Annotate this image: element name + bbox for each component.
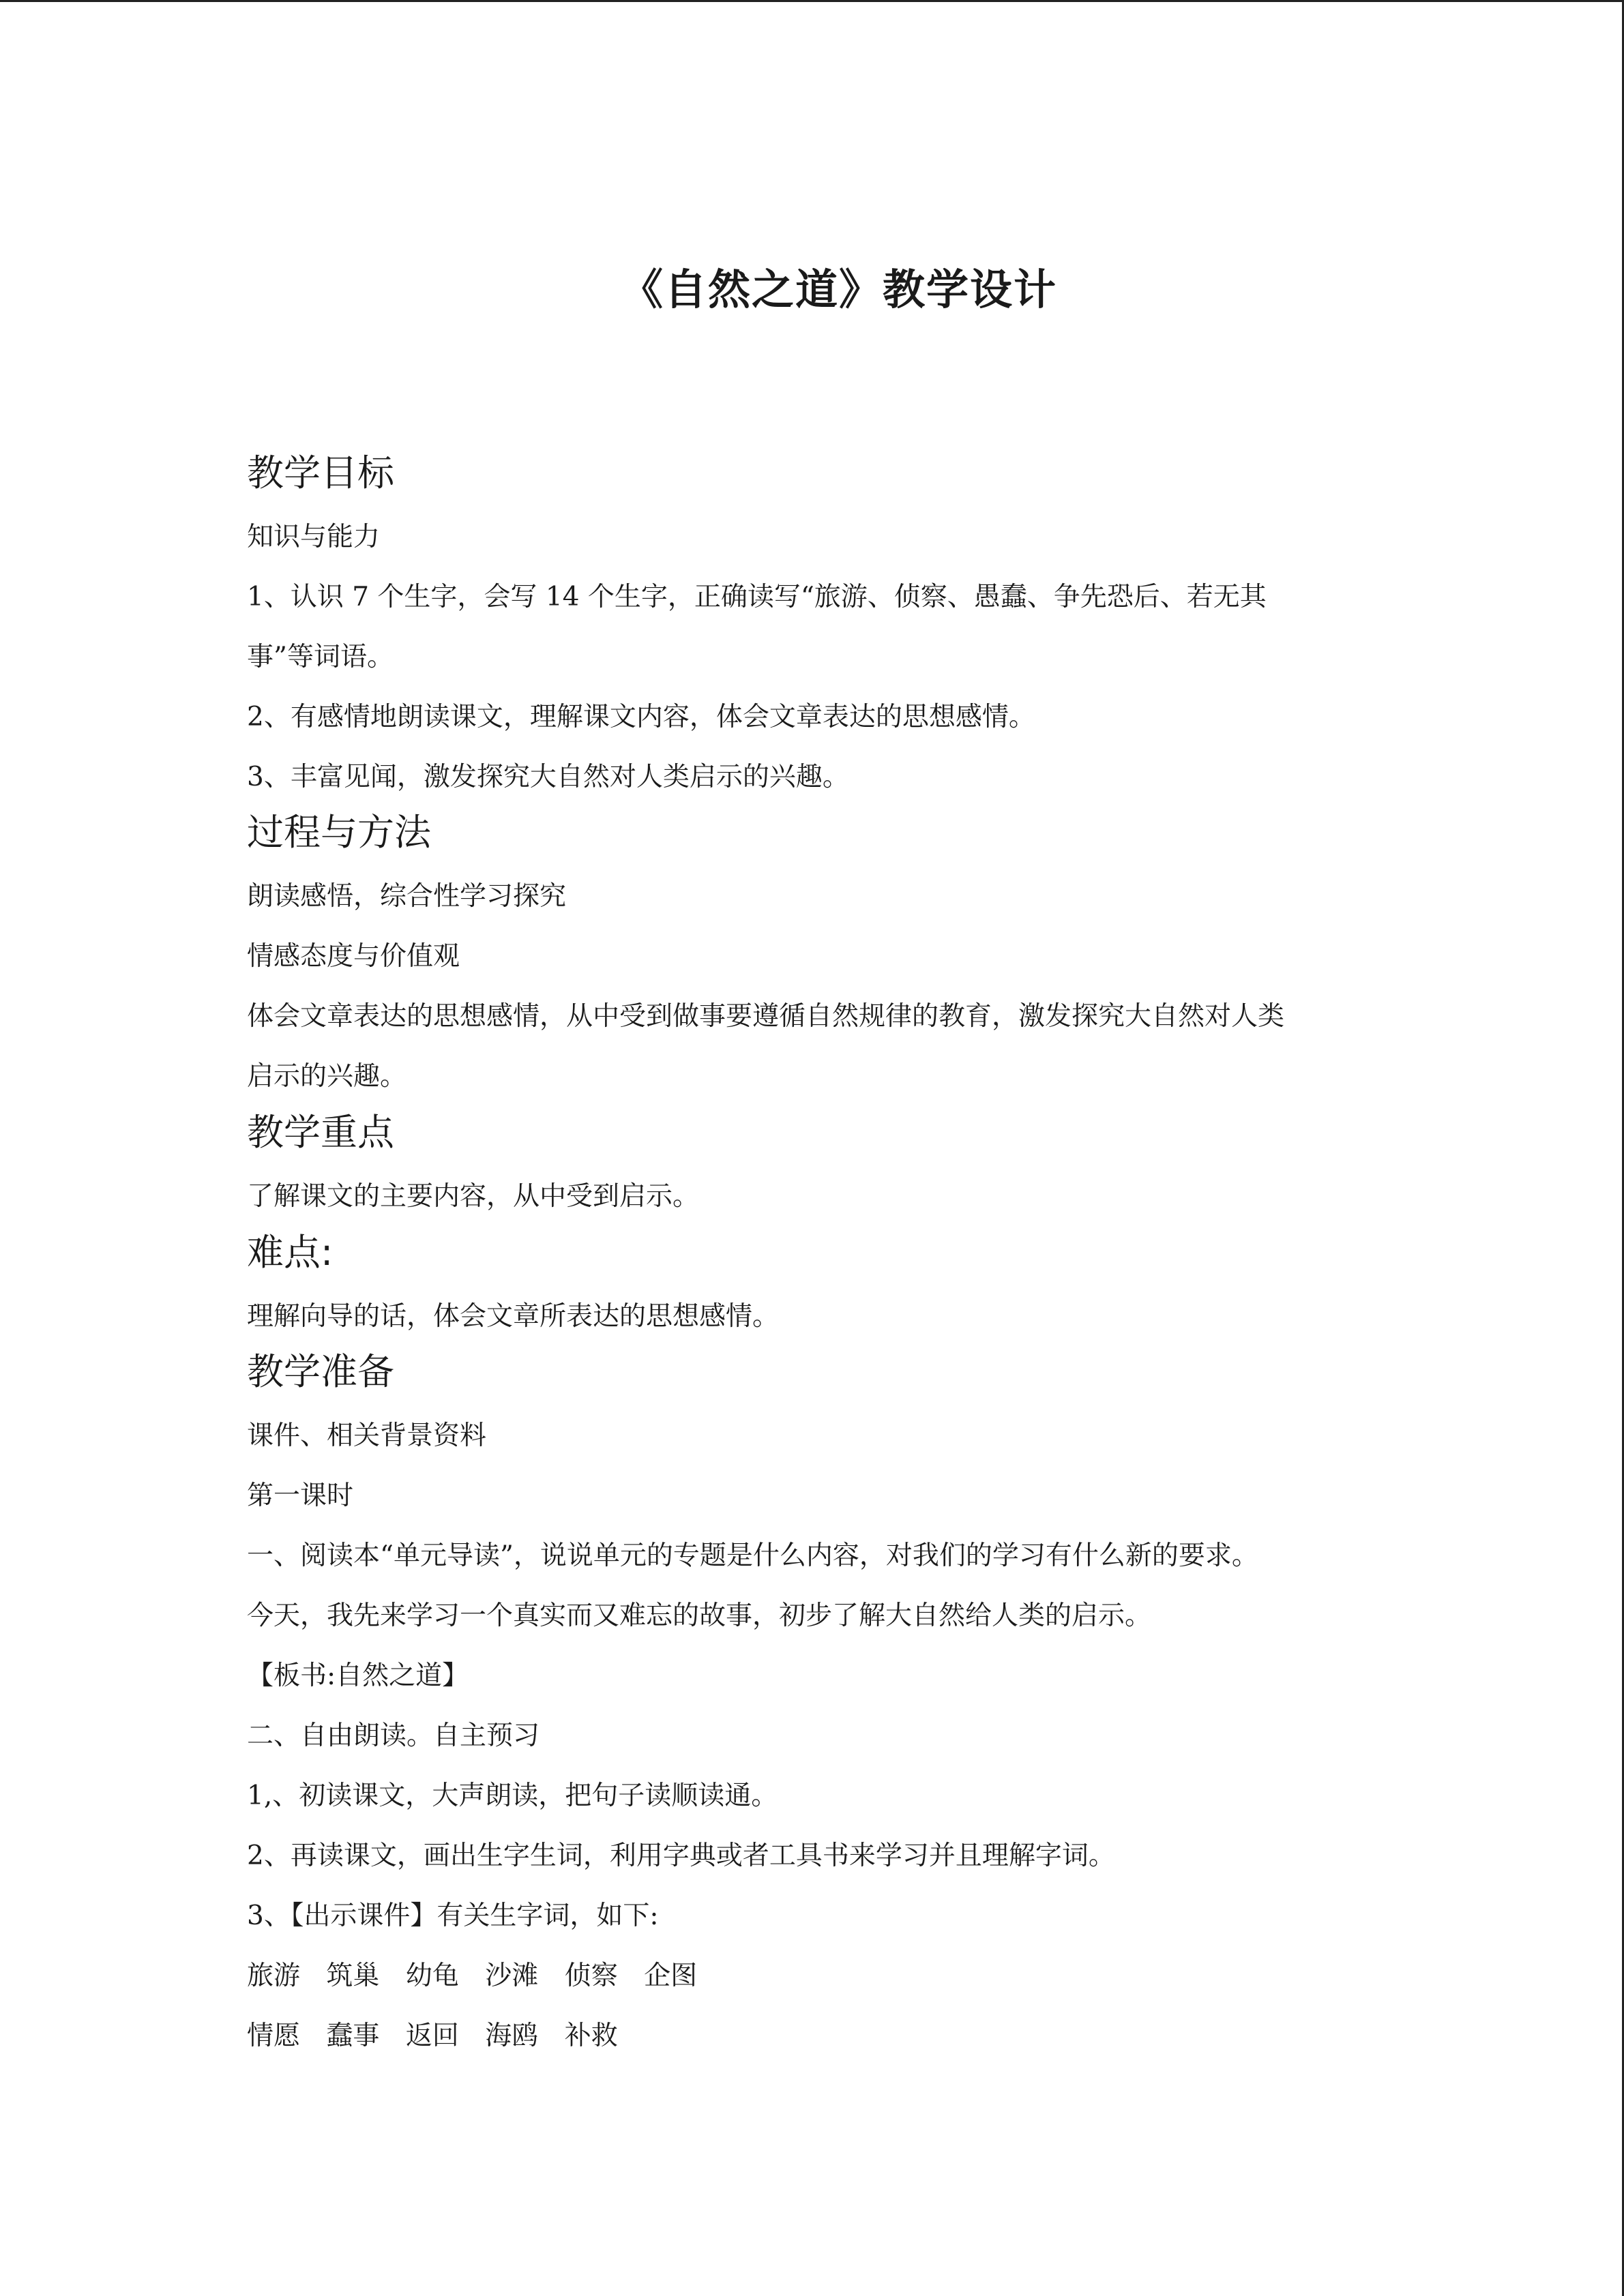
vocab-word: 补救 [564,2021,618,2051]
vocab-word: 情愿 [247,2021,301,2051]
vocab-word: 沙滩 [485,1960,539,1991]
step-1-line-1: 一、阅读本“单元导读”，说说单元的专题是什么内容，对我们的学习有什么新的要求。 [247,1540,1258,1571]
step-1-line-2: 今天，我先来学习一个真实而又难忘的故事，初步了解大自然给人类的启示。 [247,1600,1152,1631]
objective-1-line-1: 1、认识 7 个生字，会写 14 个生字，正确读写“旅游、侦察、愚蠢、争先恐后、若无其 [247,582,1267,612]
vocab-word: 返回 [405,2021,459,2051]
objective-3: 3、丰富见闻，激发探究大自然对人类启示的兴趣。 [247,762,849,792]
difficulties-text: 理解向导的话，体会文章所表达的思想感情。 [247,1301,780,1332]
vocab-word: 海鸥 [485,2021,539,2051]
heading-key-points: 教学重点 [247,1111,394,1154]
step-2-item-1: 1,、初读课文，大声朗读，把句子读顺读通。 [247,1780,778,1811]
attitude-line-2: 启示的兴趣。 [247,1061,407,1092]
objective-2: 2、有感情地朗读课文，理解课文内容，体会文章表达的思想感情。 [247,702,1035,732]
knowledge-label: 知识与能力 [247,522,381,552]
vocab-word: 蠢事 [326,2021,380,2051]
objective-1-line-2: 事”等词语。 [247,642,394,672]
document-title: 《自然之道》教学设计 [620,265,1057,314]
preparation-text: 课件、相关背景资料 [247,1420,487,1451]
vocab-word: 侦察 [564,1960,618,1991]
process-text: 朗读感悟，综合性学习探究 [247,881,567,912]
heading-process: 过程与方法 [247,811,431,854]
step-2-heading: 二、自由朗读。自主预习 [247,1720,540,1751]
heading-preparation: 教学准备 [247,1350,394,1393]
heading-difficulties: 难点: [247,1231,334,1274]
attitude-line-1: 体会文章表达的思想感情，从中受到做事要遵循自然规律的教育，激发探究大自然对人类 [247,1001,1285,1032]
step-2-item-3: 3、【出示课件】有关生字词，如下: [247,1900,659,1931]
vocabulary-row-1 [247,1960,715,1991]
vocabulary-row-2 [247,2023,636,2049]
vocab-word: 筑巢 [326,1960,380,1991]
step-2-item-2: 2、再读课文，画出生字生词，利用字典或者工具书来学习并且理解字词。 [247,1840,1115,1871]
vocab-word: 企图 [644,1960,698,1991]
board-writing: 【板书:自然之道】 [247,1660,469,1691]
lesson-one-label: 第一课时 [247,1480,354,1511]
key-points-text: 了解课文的主要内容，从中受到启示。 [247,1181,700,1212]
vocab-word: 旅游 [247,1960,301,1991]
attitude-label: 情感态度与价值观 [247,941,460,972]
vocab-word: 幼龟 [405,1960,459,1991]
heading-objectives: 教学目标 [247,451,394,494]
